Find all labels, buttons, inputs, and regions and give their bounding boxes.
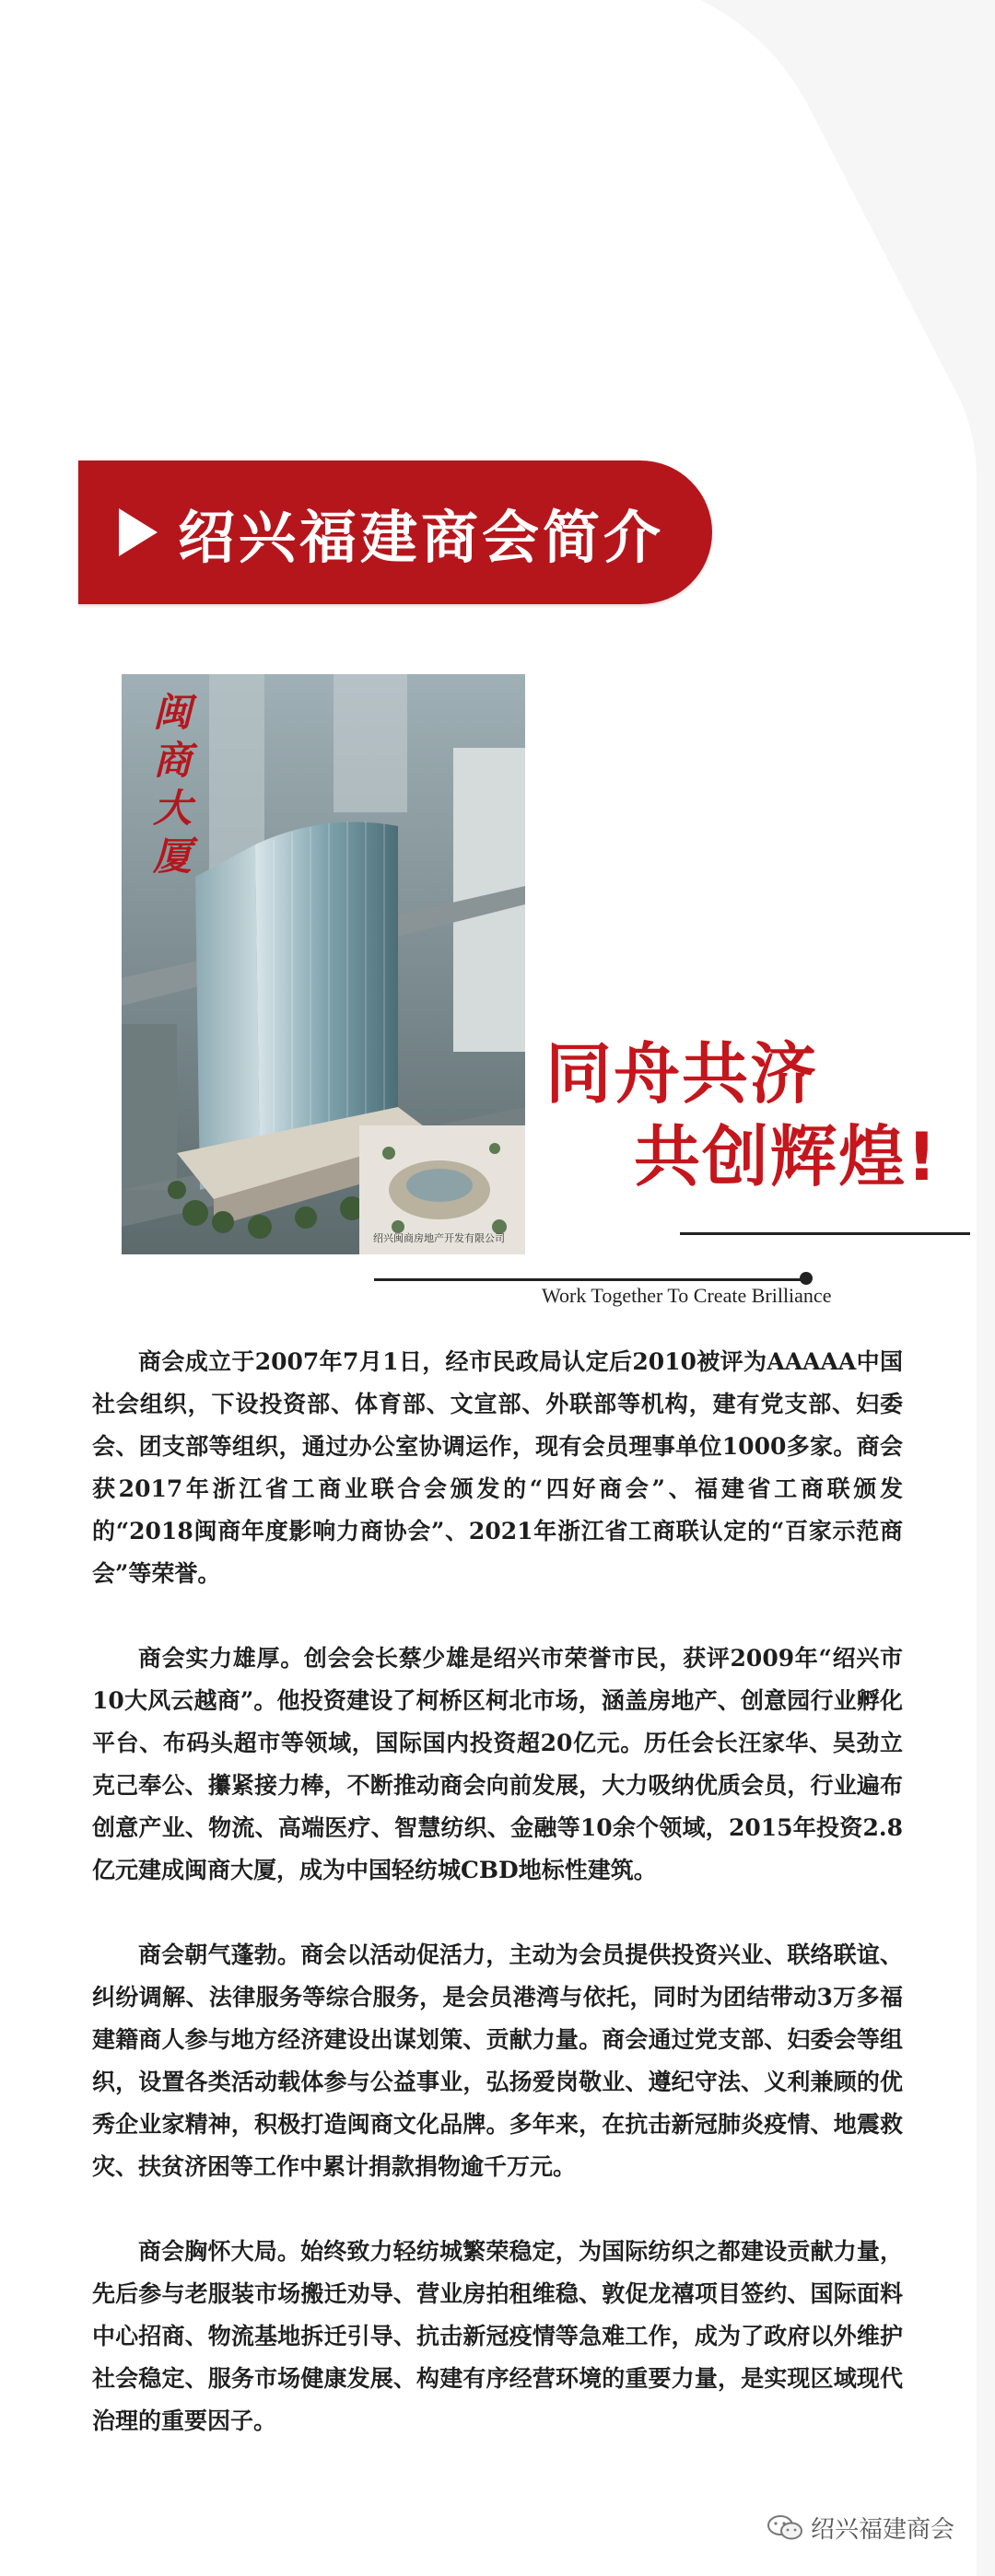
slogan-rule-dot [800,1272,813,1285]
paragraph-vitality: 商会朝气蓬勃。商会以活动促活力，主动为会员提供投资兴业、联络联谊、纠纷调解、法律服务等综合服务，是会员港湾与依托，同时为团结带动3万多福建籍商人参与地方经济建设出谋划策、贡献力量。商会通过党支部、妇委会等组织，设置各类活动载体参与公益事业，弘扬爱岗敬业、遵纪守法、义利兼顾的优秀企业家精神，积极打造闽商文化品牌。多年来，在抗击新冠肺炎疫情、地震救灾、扶贫济困等工作中累计捐款捐物逾千万元。 [92,1941,903,2180]
building-vertical-title: 闽 商 大 厦 [152,690,192,879]
paragraph-strength: 商会实力雄厚。创会会长蔡少雄是绍兴市荣誉市民，获评2009年“绍兴市10大风云越商”。他投资建设了柯桥区柯北市场，涵盖房地产、创意园行业孵化平台、布码头超市等领域，国际国内投资超20亿元。历任会长汪家华、吴劲立克己奉公、攥紧接力棒，不断推动商会向前发展，大力吸纳优质会员，行业遍布创意产业、物流、高端医疗、智慧纺织、金融等10余个领域，2015年投资2.8亿元建成闽商大厦，成为中国轻纺城CBD地标性建筑。 [92,1645,903,1883]
wechat-watermark [767,2511,954,2545]
building-photo [122,674,525,1254]
wechat-account-name: 绍兴福建商会 [810,2516,954,2544]
paragraph-overall: 商会胸怀大局。始终致力轻纺城繁荣稳定，为国际纺织之都建设贡献力量，先后参与老服装市场搬迁劝导、营业房拍租维稳、敦促龙禧项目签约、国际面料中心招商、物流基地拆迁引导、抗击新冠疫情等急难工作，成为了政府以外维护社会稳定、服务市场健康发展、构建有序经营环境的重要力量，是实现区域现代治理的重要因子。 [92,2238,903,2434]
slogan-line-1: 同舟共济 [545,1035,819,1113]
paragraph-founding: 商会成立于2007年7月1日，经市民政局认定后2010被评为AAAAA中国社会组织，下设投资部、体育部、文宣部、外联部等机构，建有党支部、妇委会、团支部等组织，通过办公室协调运作，现有会员理事单位1000多家。商会获2017年浙江省工商业联合会颁发的“四好商会”、福建省工商联颁发的“2018闽商年度影响力商协会”、2021年浙江省工商联认定的“百家示范商会”等荣誉。 [92,1348,903,1587]
play-arrow-icon [119,508,158,556]
photo-caption: 绍兴闽商房地产开发有限公司 [373,1232,505,1244]
slogan-line-2: 共创辉煌! [634,1118,939,1195]
slogan-english: Work Together To Create Brilliance [542,1284,832,1307]
wechat-icon [767,2513,803,2543]
intro-body [92,1341,903,2485]
section-banner [78,460,712,604]
slogan-rule-top [680,1232,970,1235]
slogan-rule-bottom [374,1278,807,1281]
banner-title: 绍兴福建商会简介 [178,503,665,571]
